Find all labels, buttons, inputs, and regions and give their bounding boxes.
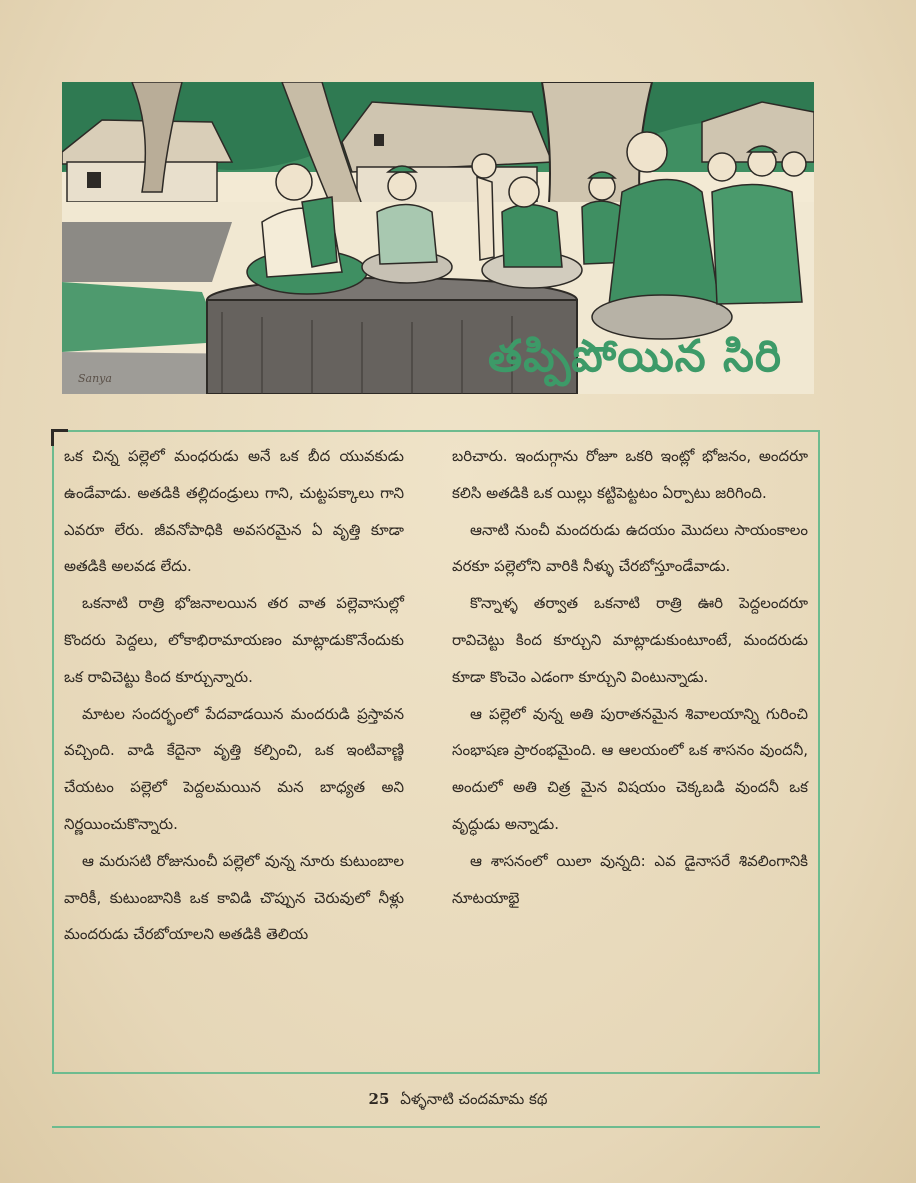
footer-rule [52, 1126, 820, 1128]
paragraph: ఆ మరుసటి రోజునుంచీ పల్లెలో వున్న నూరు కుటుంబాల వారికీ, కుటుంబానికి ఒక కావిడి చొప్పున చెరువులో నీళ్లు మందరుడు చేరబోయాలని అతడికి తెలియ [64, 851, 404, 944]
paragraph: ఒక చిన్న పల్లెలో మంధరుడు అనే ఒక బీద యువకుడు ఉండేవాడు. అతడికి తల్లిదండ్రులు గాని, చుట్టపక్కాలు గాని ఎవరూ లేరు. జీవనోపాధికి అవసరమైన ఏ వృత్తి కూడా అతడికి అలవడ లేదు. [64, 447, 404, 576]
left-column [64, 438, 404, 953]
paragraph: ఒకనాటి రాత్రి భోజనాలయిన తర వాత పల్లెవాసుల్లో కొందరు పెద్దలు, లోకాభిరామాయణం మాట్లాడుకొనేందుకు ఒక రావిచెట్టు కింద కూర్చున్నారు. [64, 594, 404, 686]
right-column [452, 438, 808, 916]
paragraph: మాటల సందర్భంలో పేదవాడయిన మందరుడి ప్రస్తావన వచ్చింది. వాడి కేదైనా వృత్తి కల్పించి, ఒక ఇంటివాణ్ణి చేయటం పల్లెలో పెద్దలమయిన మన బాధ్యత అని నిర్ణయించుకొన్నారు. [64, 704, 404, 833]
artist-signature: Sanya [78, 372, 112, 385]
footer-text: ఏళ్ళనాటి చందమామ కథ [400, 1090, 548, 1108]
paragraph: ఆనాటి నుంచీ మందరుడు ఉదయం మొదలు సాయంకాలం వరకూ పల్లెలోని వారికి నీళ్ళు చేరబోస్తూండేవాడు. [452, 520, 808, 576]
page-footer [0, 1090, 916, 1112]
paragraph: కొన్నాళ్ళ తర్వాత ఒకనాటి రాత్రి ఊరి పెద్దలందరూ రావిచెట్టు కింద కూర్చుని మాట్లాడుకుంటూంటే, మందరుడు కూడా కొంచెం ఎడంగా కూర్చుని వింటున్నాడు. [452, 594, 808, 686]
story-title: తప్పిపోయిన సిరి [487, 331, 782, 382]
page-number: 25 [368, 1090, 390, 1108]
paragraph: ఆ శాసనంలో యిలా వున్నది: ఎవ డైనాసరే శివలింగానికి నూటయాభై [452, 851, 808, 907]
paragraph: బరిచారు. ఇందుగ్గాను రోజూ ఒకరి ఇంట్లో భోజనం, అందరూ కలిసి అతడికి ఒక యిల్లు కట్టిపెట్టటం ఏర్పాటు జరిగింది. [452, 447, 808, 502]
paragraph: ఆ పల్లెలో వున్న అతి పురాతనమైన శివాలయాన్ని గురించి సంభాషణ ప్రారంభమైంది. ఆ ఆలయంలో ఒక శాసనం వుందనీ, అందులో అతి చిత్ర మైన విషయం చెక్కబడి వుందనీ ఒక వృద్ధుడు అన్నాడు. [452, 704, 808, 833]
